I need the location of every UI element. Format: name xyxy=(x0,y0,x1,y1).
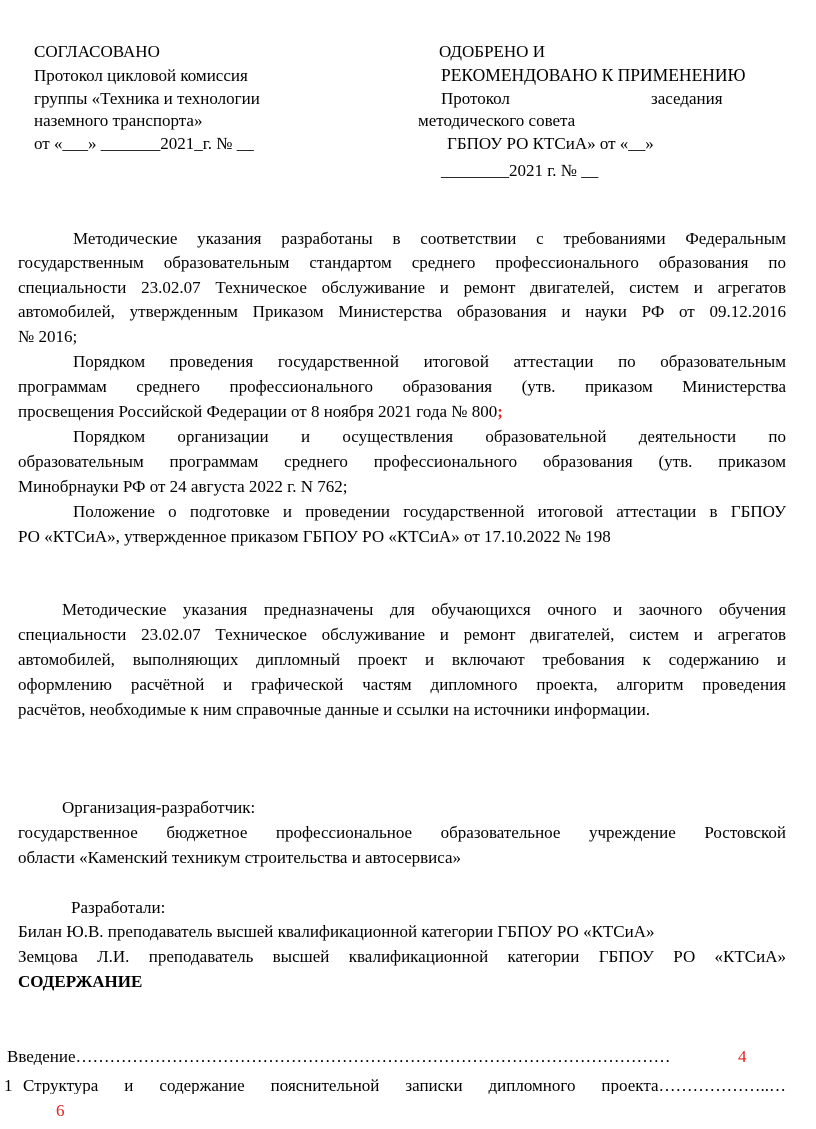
approval-right-line: заседания xyxy=(651,89,723,108)
approval-right-title: ОДОБРЕНО И xyxy=(439,42,545,61)
contents-title: СОДЕРЖАНИЕ xyxy=(18,972,143,991)
para3-line: образовательным программам среднего профессионального образования (утв. приказом xyxy=(18,452,786,471)
para5-line: оформлению расчётной и графической частям дипломного проекта, алгоритм проведения xyxy=(18,675,786,694)
para3-line: Минобрнауки РФ от 24 августа 2022 г. N 762; xyxy=(18,477,348,496)
approval-right-line: РЕКОМЕНДОВАНО К ПРИМЕНЕНИЮ xyxy=(441,65,746,85)
approval-left-line: Протокол цикловой комиссия xyxy=(34,66,248,85)
approval-right-line: методического совета xyxy=(418,111,576,130)
approval-left-title: СОГЛАСОВАНО xyxy=(34,42,160,61)
para1-line: Методические указания разработаны в соответствии с требованиями Федеральным xyxy=(73,229,786,248)
para2-line: Порядком проведения государственной итоговой аттестации по образовательным xyxy=(73,352,786,371)
para2-line: программам среднего профессионального образования (утв. приказом Министерства xyxy=(18,377,786,396)
para2-line xyxy=(18,403,503,420)
approval-left-line: наземного транспорта» xyxy=(34,111,203,130)
approval-right-line: Протокол xyxy=(441,89,510,108)
para5-line: расчётов, необходимые к ним справочные данные и ссылки на источники информации. xyxy=(18,700,650,719)
org-line: области «Каменский техникум строительства и автосервиса» xyxy=(18,848,462,867)
approval-left-line: от «___» _______2021_г. № __ xyxy=(34,134,254,153)
para3-line: Порядком организации и осуществления образовательной деятельности по xyxy=(73,427,786,446)
para1-line: специальности 23.02.07 Техническое обслуживание и ремонт двигателей, систем и агрегатов xyxy=(18,278,786,297)
toc-page-number: 6 xyxy=(56,1101,65,1120)
para5-line: Методические указания предназначены для обучающихся очного и заочного обучения xyxy=(62,600,786,619)
para5-line: автомобилей, выполняющих дипломный проект и включают требования к содержанию и xyxy=(18,650,786,669)
org-line: государственное бюджетное профессиональное образовательное учреждение Ростовской xyxy=(18,823,786,842)
para4-line: РО «КТСиА», утвержденное приказом ГБПОУ РО «КТСиА» от 17.10.2022 № 198 xyxy=(18,527,611,546)
toc-item-structure: Структура и содержание пояснительной записки дипломного проекта………………..… xyxy=(23,1077,786,1094)
author-line: Земцова Л.И. преподаватель высшей квалификационной категории ГБПОУ РО «КТСиА» xyxy=(18,947,786,966)
approval-right-line: ГБПОУ РО КТСиА» от «__» xyxy=(447,134,654,153)
approval-left-line: группы «Техника и технологии xyxy=(34,89,260,108)
toc-item-intro: Введение…………………………………………………………………………………………… xyxy=(7,1048,671,1065)
authors-label: Разработали: xyxy=(71,898,166,917)
para2-text: просвещения Российской Федерации от 8 ноября 2021 года № 800 xyxy=(18,402,498,421)
para1-line: № 2016; xyxy=(18,327,78,346)
para1-line: автомобилей, утвержденным Приказом Министерства образования и науки РФ от 09.12.2016 xyxy=(18,302,786,321)
para2-semicolon: ; xyxy=(497,402,503,421)
author-line: Билан Ю.В. преподаватель высшей квалификационной категории ГБПОУ РО «КТСиА» xyxy=(18,922,655,941)
toc-item-number: 1 xyxy=(4,1076,13,1095)
para5-line: специальности 23.02.07 Техническое обслуживание и ремонт двигателей, систем и агрегатов xyxy=(18,625,786,644)
para4-line: Положение о подготовке и проведении государственной итоговой аттестации в ГБПОУ xyxy=(73,502,786,521)
toc-page-number: 4 xyxy=(738,1047,747,1066)
org-label: Организация-разработчик: xyxy=(62,798,256,817)
para1-line: государственным образовательным стандартом среднего профессионального образования по xyxy=(18,253,786,272)
approval-right-line: ________2021 г. № __ xyxy=(441,161,599,180)
